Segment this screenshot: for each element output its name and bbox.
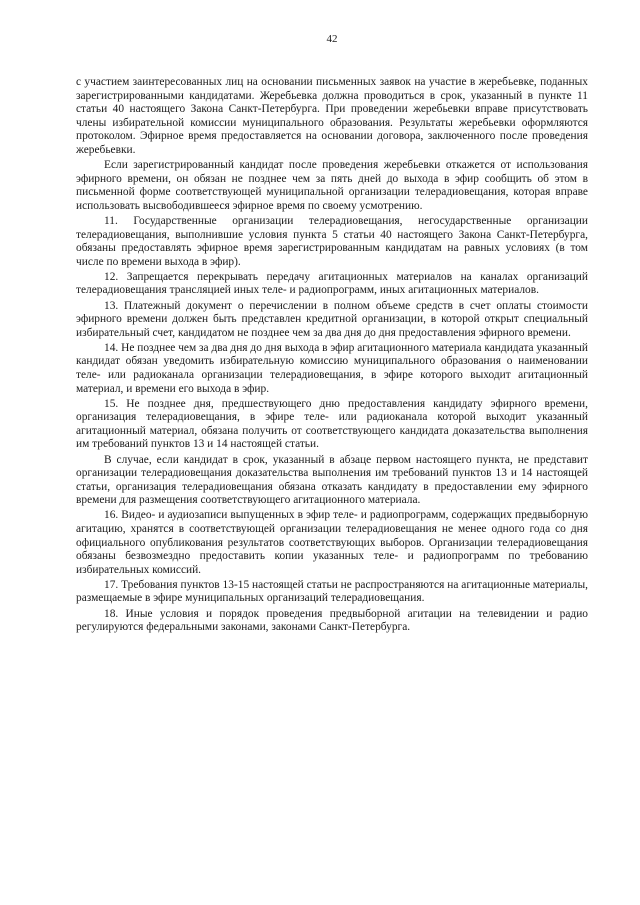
paragraph-continuation: с участием заинтересованных лиц на основании письменных заявок на участие в жеребьевке, поданных зарегистрированными кандидатами. Жеребьевка должна проводиться в срок, указанный в пункте 11 статьи 40 настоящего Закона Санкт-Петербурга. При проведении жеребьевки вправе присутствовать члены избирательной комиссии муниципального образования. Результаты жеребьевки оформляются протоколом. Эфирное время предоставляется на основании договора, заключенного после проведения жеребьевки. xyxy=(76,76,588,156)
paragraph-item-13: 13. Платежный документ о перечислении в полном объеме средств в счет оплаты стоимости эфирного времени должен быть представлен кредитной организации, в которой открыт специальный избирательный счет, кандидатом не позднее чем за два дня до дня предоставления эфирного времени. xyxy=(76,299,588,339)
paragraph-item-17: 17. Требования пунктов 13-15 настоящей статьи не распространяются на агитационные материалы, размещаемые в эфире муниципальных организаций телерадиовещания. xyxy=(76,578,588,605)
paragraph-item-14: 14. Не позднее чем за два дня до дня выхода в эфир агитационного материала кандидата указанный кандидат обязан уведомить избирательную комиссию муниципального образования о наименовании теле- или радиоканала организации телерадиовещания, в эфире которого выходит агитационный материал, и времени его выхода в эфир. xyxy=(76,341,588,395)
document-body xyxy=(76,76,588,635)
paragraph-item-15-clause-2: В случае, если кандидат в срок, указанный в абзаце первом настоящего пункта, не представит организации телерадиовещания доказательства выполнения им требований пунктов 13 и 14 настоящей статьи, организация телерадиовещания обязана отказать кандидату в предоставлении ему эфирного времени для размещения соответствующего агитационного материала. xyxy=(76,453,588,507)
paragraph-item-18: 18. Иные условия и порядок проведения предвыборной агитации на телевидении и радио регулируются федеральными законами, законами Санкт-Петербурга. xyxy=(76,607,588,634)
paragraph-refusal: Если зарегистрированный кандидат после проведения жеребьевки откажется от использования эфирного времени, он обязан не позднее чем за пять дней до выхода в эфир сообщить об этом в письменной форме соответствующей муниципальной организации телерадиовещания, которая вправе использовать высвободившееся эфирное время по своему усмотрению. xyxy=(76,159,588,212)
paragraph-item-15: 15. Не позднее дня, предшествующего дню предоставления кандидату эфирного времени, организация телерадиовещания, в эфире теле- или радиоканала которой выходит указанный агитационный материал, обязана получить от соответствующего кандидата доказательства выполнения им требований пунктов 13 и 14 настоящей статьи. xyxy=(76,397,588,451)
paragraph-item-16: 16. Видео- и аудиозаписи выпущенных в эфир теле- и радиопрограмм, содержащих предвыборную агитацию, хранятся в соответствующей организации телерадиовещания не менее одного года со дня официального опубликования результатов соответствующих выборов. Организации телерадиовещания обязаны безвозмездно предоставить копии указанных теле- и радиопрограмм по требованию избирательных комиссий. xyxy=(76,509,588,576)
paragraph-item-12: 12. Запрещается перекрывать передачу агитационных материалов на каналах организаций телерадиовещания трансляцией иных теле- и радиопрограмм, иных агитационных материалов. xyxy=(76,270,588,297)
page-number: 42 xyxy=(326,33,338,45)
paragraph-item-11: 11. Государственные организации телерадиовещания, негосударственные организации телерадиовещания, выполнившие условия пункта 5 статьи 40 настоящего Закона Санкт-Петербурга, обязаны предоставлять эфирное время зарегистрированным кандидатам на равных условиях (в том числе по времени выхода в эфир). xyxy=(76,214,588,268)
